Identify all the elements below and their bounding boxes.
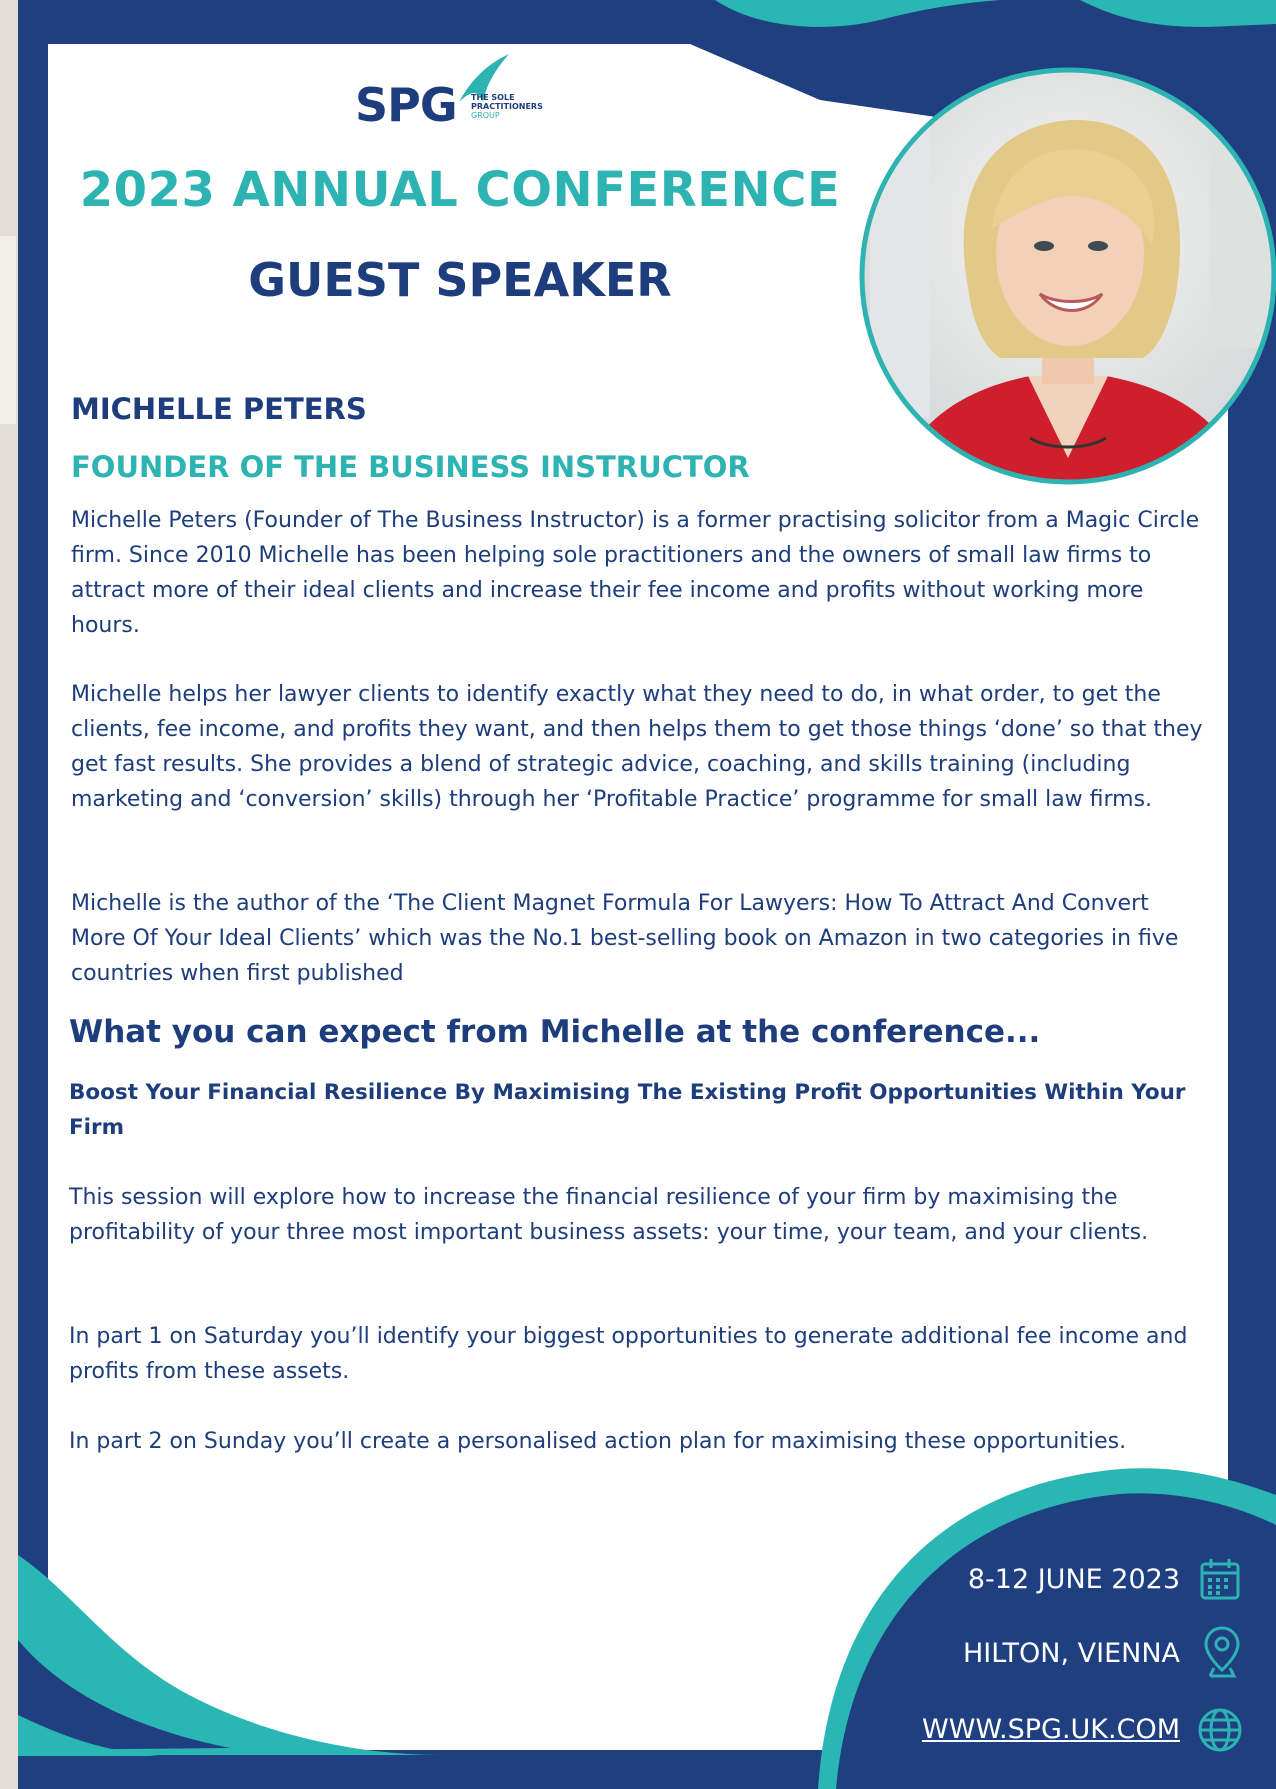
- session-paragraph: In part 2 on Sunday you’ll create a personalised action plan for maximising these opportunities.: [69, 1429, 1127, 1454]
- speaker-bio-paragraph: Michelle Peters (Founder of The Business Instructor) is a former practising solicitor from a Magic Circle firm. Since 2010 Michelle has been helping sole practitioners and the owners of small law firms to attract more of their ideal clients and increase their fee income and profits without working more hours.: [71, 508, 1200, 638]
- event-website-link[interactable]: WWW.SPG.UK.COM: [922, 1714, 1180, 1745]
- session-title: Boost Your Financial Resilience By Maximising The Existing Profit Opportunities Within Your Firm: [69, 1080, 1186, 1140]
- calendar-icon: [1198, 1556, 1242, 1604]
- section-title: GUEST SPEAKER: [248, 253, 672, 307]
- speaker-bio-paragraph: Michelle is the author of the ‘The Client Magnet Formula For Lawyers: How To Attract And Convert More Of Your Ideal Clients’ which was the No.1 best-selling book on Amazon in two categories in five countries when first published: [71, 891, 1179, 986]
- session-heading: What you can expect from Michelle at the conference...: [69, 1014, 1041, 1050]
- session-paragraph: This session will explore how to increase the financial resilience of your firm by maximising the profitability of your three most important business assets: your time, your team, and your clients.: [69, 1185, 1149, 1245]
- session-paragraph: In part 1 on Saturday you’ll identify your biggest opportunities to generate additional fee income and profits from these assets.: [69, 1324, 1188, 1384]
- event-date: 8-12 JUNE 2023: [967, 1564, 1180, 1595]
- location-pin-icon: [1200, 1624, 1244, 1680]
- speaker-bio-paragraph: Michelle helps her lawyer clients to identify exactly what they need to do, in what order, to get the clients, fee income, and profits they want, and then helps them to get those things ‘done’ so that they get fast results. She provides a blend of strategic advice, coaching, and skills training (including marketing and ‘conversion’ skills) through her ‘Profitable Practice’ programme for small law firms.: [71, 682, 1203, 812]
- logo-tagline-line-2: PRACTITIONERS: [471, 102, 543, 111]
- conference-title: 2023 ANNUAL CONFERENCE: [79, 162, 841, 218]
- event-venue: HILTON, VIENNA: [962, 1638, 1180, 1669]
- speaker-name: MICHELLE PETERS: [71, 392, 367, 426]
- speaker-photo: [850, 58, 1276, 494]
- logo-tagline-line-3: GROUP: [471, 111, 500, 120]
- logo-tagline: [471, 93, 543, 120]
- speaker-role: FOUNDER OF THE BUSINESS INSTRUCTOR: [71, 450, 750, 484]
- globe-icon: [1196, 1706, 1244, 1754]
- spg-logo: [355, 48, 555, 132]
- logo-mark: SPG: [355, 78, 457, 132]
- logo-tagline-line-1: THE SOLE: [471, 93, 515, 102]
